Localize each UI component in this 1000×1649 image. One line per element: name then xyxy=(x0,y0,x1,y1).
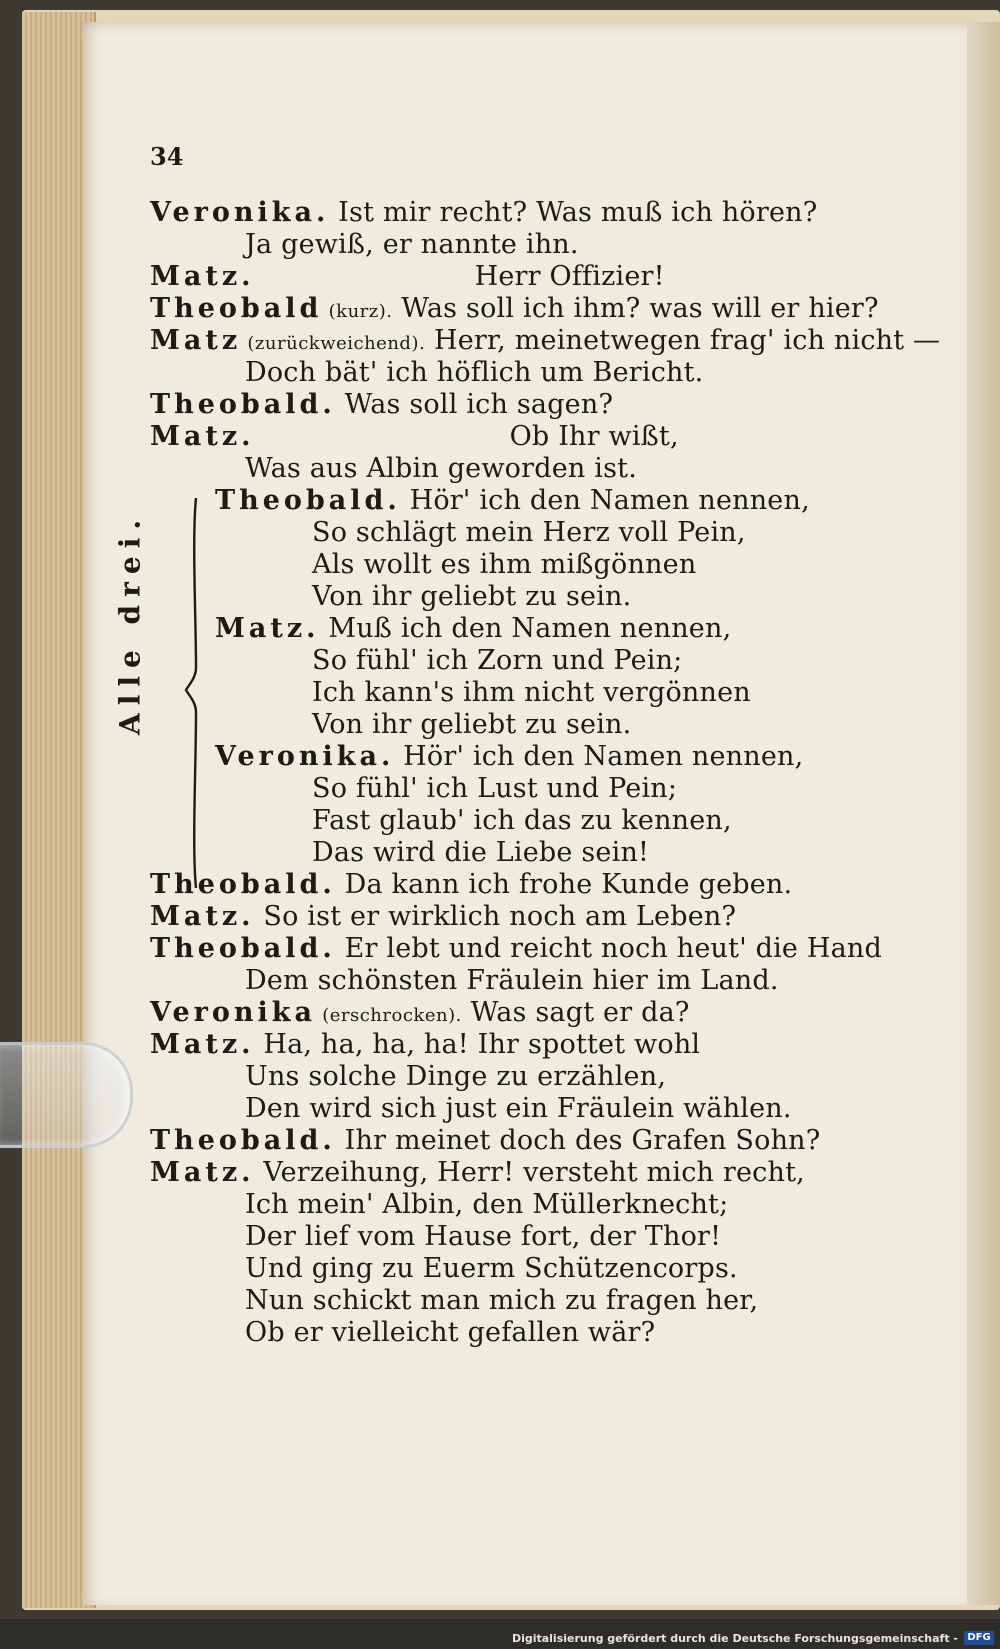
speaker-name: Theobald. xyxy=(150,933,336,964)
speaker-name: Theobald xyxy=(150,293,323,324)
page-number: 34 xyxy=(150,142,184,171)
line-text: Was soll ich sagen? xyxy=(335,389,614,420)
stage-direction: (kurz). xyxy=(322,301,393,322)
line-text: Nun schickt man mich zu fragen her, xyxy=(245,1285,759,1316)
verse-line xyxy=(150,261,665,292)
line-text: Verzeihung, Herr! versteht mich recht, xyxy=(254,1157,805,1188)
speaker-name: Matz. xyxy=(215,613,320,644)
facing-page-edge xyxy=(967,22,1000,1605)
verse-line xyxy=(312,773,677,804)
speaker-name: Theobald. xyxy=(215,485,401,516)
line-text: So ist er wirklich noch am Leben? xyxy=(254,901,737,932)
line-text: Von ihr geliebt zu sein. xyxy=(312,581,632,612)
line-text: Den wird sich just ein Fräulein wählen. xyxy=(245,1093,792,1124)
verse-line xyxy=(150,1125,820,1156)
verse-line xyxy=(150,421,679,452)
line-text: Doch bät' ich höflich um Bericht. xyxy=(245,357,704,388)
bracket-label xyxy=(114,635,147,735)
speaker-name: Theobald. xyxy=(150,1125,336,1156)
stage-direction: (erschrocken). xyxy=(315,1005,462,1026)
verse-line xyxy=(215,741,803,772)
line-text: So schlägt mein Herz voll Pein, xyxy=(312,517,746,548)
verse-line xyxy=(150,997,690,1028)
line-text: Muß ich den Namen nennen, xyxy=(319,613,732,644)
line-text: Was soll ich ihm? was will er hier? xyxy=(392,293,879,324)
line-text: Ob Ihr wißt, xyxy=(509,421,679,452)
verse-line xyxy=(150,325,940,356)
verse-line xyxy=(245,1061,666,1092)
verse-line xyxy=(215,485,810,516)
line-text: Von ihr geliebt zu sein. xyxy=(312,709,632,740)
verse-line xyxy=(312,677,751,708)
line-text: Was sagt er da? xyxy=(461,997,690,1028)
verse-line xyxy=(215,613,731,644)
line-text: Ich mein' Albin, den Müllerknecht; xyxy=(245,1189,729,1220)
digitization-credit: Digitalisierung gefördert durch die Deutsche Forschungsgemeinschaft - xyxy=(511,1632,958,1645)
verse-line xyxy=(245,1221,721,1252)
verse-line xyxy=(245,1317,655,1348)
line-text: Hör' ich den Namen nennen, xyxy=(394,741,804,772)
speaker-name: Matz. xyxy=(150,1029,255,1060)
speaker-name: Veronika. xyxy=(215,741,395,772)
stage-direction: (zurückweichend). xyxy=(241,333,426,354)
line-text: Ihr meinet doch des Grafen Sohn? xyxy=(335,1125,821,1156)
verse-line xyxy=(150,933,882,964)
line-text: Herr Offizier! xyxy=(474,261,665,292)
line-text: Dem schönsten Fräulein hier im Land. xyxy=(245,965,779,996)
line-text: So fühl' ich Lust und Pein; xyxy=(312,773,678,804)
verse-line xyxy=(245,1093,792,1124)
line-text: So fühl' ich Zorn und Pein; xyxy=(312,645,683,676)
verse-line xyxy=(245,229,579,260)
verse-line xyxy=(245,1189,728,1220)
line-text: Ich kann's ihm nicht vergönnen xyxy=(312,677,751,708)
verse-line xyxy=(245,965,779,996)
speaker-name: Matz. xyxy=(150,1157,255,1188)
line-text: Der lief vom Hause fort, der Thor! xyxy=(245,1221,722,1252)
verse-line xyxy=(245,357,703,388)
speaker-name: Veronika. xyxy=(150,197,330,228)
speaker-name: Theobald. xyxy=(150,869,336,900)
verse-line xyxy=(150,1157,805,1188)
line-text: Da kann ich frohe Kunde geben. xyxy=(335,869,793,900)
verse-line xyxy=(150,293,879,324)
verse-line xyxy=(150,901,736,932)
verse-line xyxy=(312,517,746,548)
line-text: Und ging zu Euerm Schützencorps. xyxy=(245,1253,738,1284)
verse-line xyxy=(150,869,792,900)
verse-line xyxy=(245,1253,738,1284)
line-text: Ist mir recht? Was muß ich hören? xyxy=(329,197,818,228)
line-text: Was aus Albin geworden ist. xyxy=(245,453,637,484)
verse-line xyxy=(150,1029,700,1060)
line-text: Herr, meinetwegen frag' ich nicht — xyxy=(425,325,941,356)
verse-line xyxy=(312,549,696,580)
line-text: Ja gewiß, er nannte ihn. xyxy=(245,229,579,260)
verse-line xyxy=(150,197,817,228)
verse-line xyxy=(245,453,637,484)
brace-bracket xyxy=(184,498,210,888)
line-text: Ha, ha, ha, ha! Ihr spottet wohl xyxy=(254,1029,701,1060)
verse-line xyxy=(312,837,649,868)
speaker-name: Matz. xyxy=(150,421,255,452)
verse-line xyxy=(150,389,613,420)
verse-line xyxy=(312,645,682,676)
speaker-name: Matz. xyxy=(150,261,255,292)
speaker-name: Theobald. xyxy=(150,389,336,420)
line-text: Uns solche Dinge zu erzählen, xyxy=(245,1061,667,1092)
verse-line xyxy=(312,805,732,836)
line-text: Fast glaub' ich das zu kennen, xyxy=(312,805,732,836)
paper-clip xyxy=(0,1042,133,1148)
line-text: Das wird die Liebe sein! xyxy=(312,837,650,868)
line-text: Als wollt es ihm mißgönnen xyxy=(312,549,697,580)
line-text: Hör' ich den Namen nennen, xyxy=(400,485,810,516)
speaker-name: Veronika xyxy=(150,997,316,1028)
line-text: Er lebt und reicht noch heut' die Hand xyxy=(335,933,882,964)
speaker-name: Matz xyxy=(150,325,242,356)
verse-line xyxy=(312,709,631,740)
verse-line xyxy=(245,1285,758,1316)
dfg-logo: DFG xyxy=(964,1631,994,1645)
verse-line xyxy=(312,581,631,612)
speaker-name: Matz. xyxy=(150,901,255,932)
line-text: Ob er vielleicht gefallen wär? xyxy=(245,1317,656,1348)
